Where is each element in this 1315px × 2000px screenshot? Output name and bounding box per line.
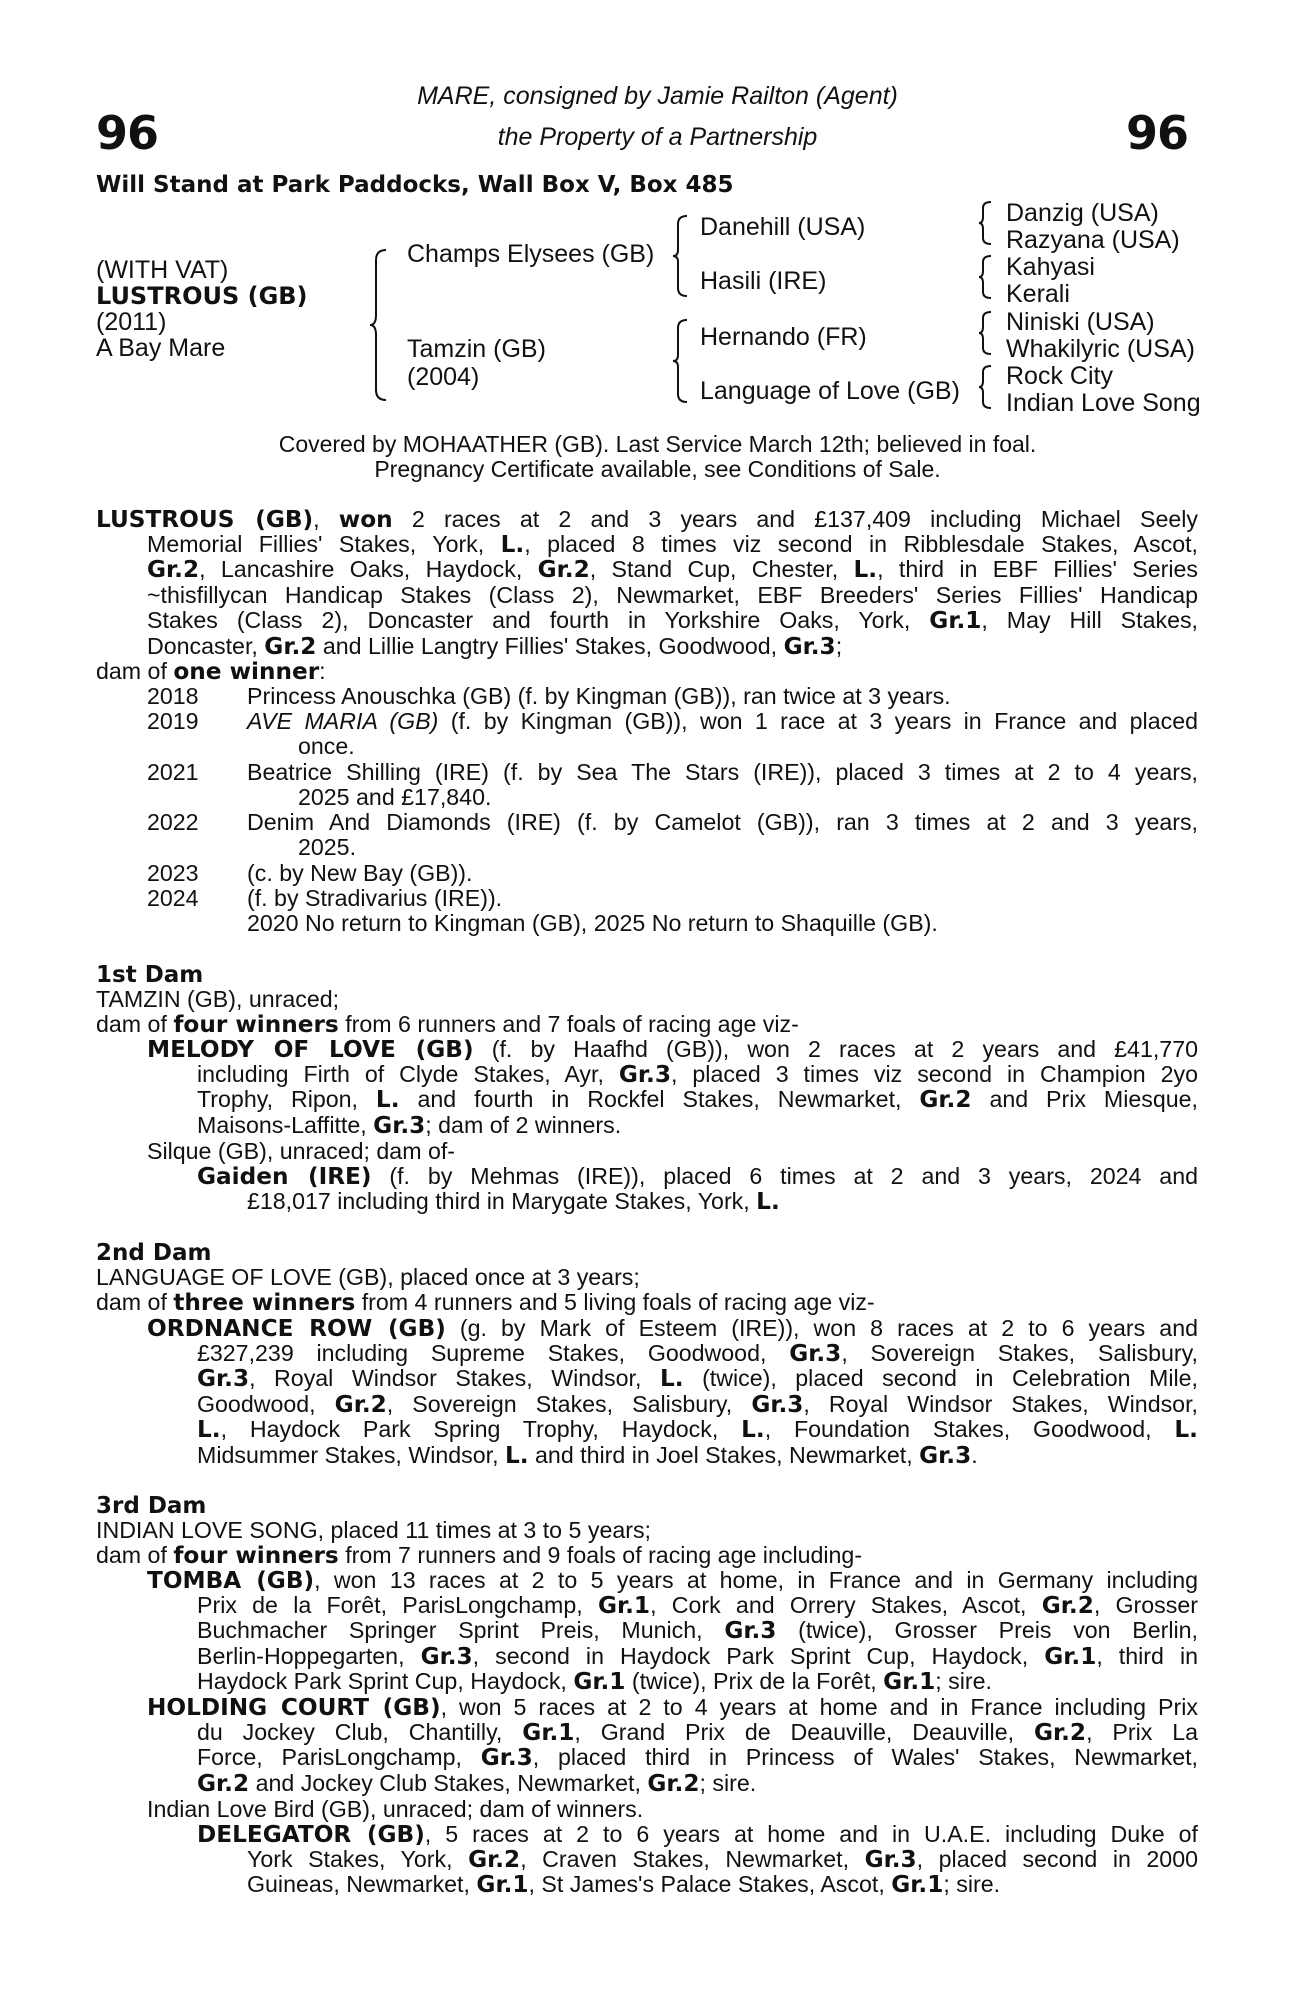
gaiden-line2: £18,017 including third in Marygate Stakes, York, L.: [247, 1188, 780, 1215]
location: Will Stand at Park Paddocks, Wall Box V, Box 485: [96, 172, 734, 198]
ordnance-body: £327,239 including Supreme Stakes, Goodwood, Gr.3, Sovereign Stakes, Salisbury, Gr.3, Royal Windsor Stakes, Windsor, L. (twice), placed second in Celebration Mile, Goodwood, Gr.2, Sovereign Stakes, Salisbury, Gr.3, Royal Windsor Stakes, Windsor, L., Haydock Park Spring Trophy, Haydock, L., Foundation Stakes, Goodwood, L. Midsummer Stakes, Windsor, L. and third in Joel Stakes, Newmarket, Gr.3.: [197, 1340, 1198, 1469]
gaiden-line1: Gaiden (IRE) (f. by Mehmas (IRE)), placed 6 times at 2 and 3 years, 2024 and: [197, 1163, 1198, 1190]
pedigree-brace-sire: [671, 214, 689, 298]
produce-year-2022: 2022: [147, 809, 199, 835]
lot-line1: MARE, consigned by Jamie Railton (Agent): [417, 82, 898, 110]
ped-gen4-5: Niniski (USA): [1006, 308, 1155, 336]
tomba-body: Prix de la Forêt, ParisLongchamp, Gr.1, Cork and Orrery Stakes, Ascot, Gr.2, Grosser Buchmacher Springer Sprint Preis, Munich, Gr.3 (twice), Grosser Preis von Berlin, Berlin-Hoppegarten, Gr.3, second in Haydock Park Sprint Cup, Haydock, Gr.1, third in Haydock Park Sprint Cup, Haydock, Gr.1 (twice), Prix de la Forêt, Gr.1; sire.: [197, 1592, 1198, 1696]
dam2-heading: 2nd Dam: [96, 1240, 212, 1266]
ped-name: LUSTROUS (GB): [96, 282, 308, 310]
lot-number-left: 96: [96, 106, 159, 160]
ped-gen4-4: Kerali: [1006, 280, 1070, 308]
pedigree-brace-g4-3: [977, 310, 993, 356]
holding-body: du Jockey Club, Chantilly, Gr.1, Grand Prix de Deauville, Deauville, Gr.2, Prix La Force, ParisLongchamp, Gr.3, placed third in Princess of Wales' Stakes, Newmarket, Gr.2 and Jockey Club Stakes, Newmarket, Gr.2; sire.: [197, 1719, 1198, 1797]
produce-cont-2021: 2025 and £17,840.: [298, 784, 492, 810]
produce-text-2022: Denim And Diamonds (IRE) (f. by Camelot (GB)), ran 3 times at 2 and 3 years,: [247, 809, 1198, 835]
ped-gen4-7: Rock City: [1006, 362, 1113, 390]
produce-text-2021: Beatrice Shilling (IRE) (f. by Sea The Stars (IRE)), placed 3 times at 2 to 4 years,: [247, 759, 1198, 785]
ped-gen3-1: Danehill (USA): [700, 213, 866, 241]
produce-text-2019: AVE MARIA (GB) (f. by Kingman (GB)), won 1 race at 3 years in France and placed: [247, 708, 1198, 734]
produce-year-2021: 2021: [147, 759, 199, 785]
dam3-heading: 3rd Dam: [96, 1493, 207, 1519]
ped-gen4-3: Kahyasi: [1006, 253, 1095, 281]
ped-gen4-8: Indian Love Song: [1006, 389, 1201, 417]
ped-gen3-4: Language of Love (GB): [700, 377, 960, 405]
tomba-line1: TOMBA (GB), won 13 races at 2 to 5 years at home, in France and in Germany including: [147, 1567, 1198, 1594]
holding-line1: HOLDING COURT (GB), won 5 races at 2 to 4 years at home and in France including Prix: [147, 1694, 1198, 1721]
ped-gen4-2: Razyana (USA): [1006, 226, 1180, 254]
produce-text-2024: (f. by Stradivarius (IRE)).: [247, 885, 503, 911]
produce-text-2018: Princess Anouschka (GB) (f. by Kingman (GB)), ran twice at 3 years.: [247, 683, 951, 709]
ped-gen4-6: Whakilyric (USA): [1006, 335, 1195, 363]
dam1-line2: dam of four winners from 6 runners and 7 foals of racing age viz-: [96, 1011, 799, 1038]
pedigree-brace-main: [368, 248, 388, 402]
dam2-line1: LANGUAGE OF LOVE (GB), placed once at 3 years;: [96, 1264, 640, 1290]
ped-gen4-1: Danzig (USA): [1006, 199, 1159, 227]
dam3-line1: INDIAN LOVE SONG, placed 11 times at 3 to 5 years;: [96, 1517, 652, 1543]
pedigree-brace-g4-1: [977, 200, 993, 246]
ped-dam-year: (2004): [407, 363, 480, 391]
produce-cont-2019: once.: [298, 733, 355, 759]
produce-year-2019: 2019: [147, 708, 199, 734]
lot-line2: the Property of a Partnership: [497, 123, 818, 151]
produce-year-2024: 2024: [147, 885, 199, 911]
pedigree-brace-g4-2: [977, 254, 993, 300]
pedigree-brace-g4-4: [977, 364, 993, 410]
ped-year: (2011): [96, 308, 167, 336]
lustrous-line1: LUSTROUS (GB), won 2 races at 2 and 3 years and £137,409 including Michael Seely: [96, 506, 1198, 533]
no-return: 2020 No return to Kingman (GB), 2025 No return to Shaquille (GB).: [247, 910, 938, 936]
ped-dam: Tamzin (GB): [407, 335, 546, 363]
dam2-line2: dam of three winners from 4 runners and 5 living foals of racing age viz-: [96, 1289, 875, 1316]
covered-line1: Covered by MOHAATHER (GB). Last Service March 12th; believed in foal.: [278, 431, 1037, 457]
produce-cont-2022: 2025.: [298, 834, 357, 860]
silque-line: Silque (GB), unraced; dam of-: [147, 1138, 456, 1164]
ped-gen3-3: Hernando (FR): [700, 323, 867, 351]
delegator-body: York Stakes, York, Gr.2, Craven Stakes, Newmarket, Gr.3, placed second in 2000 Guineas, Newmarket, Gr.1, St James's Palace Stakes, Ascot, Gr.1; sire.: [247, 1846, 1198, 1899]
produce-year-2023: 2023: [147, 860, 199, 886]
ped-sire: Champs Elysees (GB): [407, 240, 655, 268]
produce-text-2023: (c. by New Bay (GB)).: [247, 860, 473, 886]
ped-gen3-2: Hasili (IRE): [700, 267, 827, 295]
produce-year-2018: 2018: [147, 683, 199, 709]
pedigree-brace-dam: [671, 318, 689, 404]
lustrous-dam-of: dam of one winner:: [96, 658, 326, 685]
ped-desc: A Bay Mare: [96, 334, 226, 362]
delegator-line1: DELEGATOR (GB), 5 races at 2 to 6 years at home and in U.A.E. including Duke of: [197, 1821, 1198, 1848]
covered-line2: Pregnancy Certificate available, see Conditions of Sale.: [374, 456, 941, 482]
lot-number-right: 96: [1126, 106, 1189, 160]
melody-line1: MELODY OF LOVE (GB) (f. by Haafhd (GB)), won 2 races at 2 years and £41,770: [147, 1036, 1198, 1063]
lustrous-body: Memorial Fillies' Stakes, York, L., placed 8 times viz second in Ribblesdale Stakes, Ascot, Gr.2, Lancashire Oaks, Haydock, Gr.2, Stand Cup, Chester, L., third in EBF Fillies' Series ~thisfillycan Handicap Stakes (Class 2), Newmarket, EBF Breeders' Series Fillies' Handicap Stakes (Class 2), Doncaster and fourth in Yorkshire Oaks, York, Gr.1, May Hill Stakes, Doncaster, Gr.2 and Lillie Langtry Fillies' Stakes, Goodwood, Gr.3;: [147, 531, 1199, 660]
dam1-heading: 1st Dam: [96, 962, 204, 988]
dam3-line2: dam of four winners from 7 runners and 9 foals of racing age including-: [96, 1542, 863, 1569]
dam1-line1: TAMZIN (GB), unraced;: [96, 986, 340, 1012]
ped-vat: (WITH VAT): [96, 256, 229, 284]
melody-body: including Firth of Clyde Stakes, Ayr, Gr.3, placed 3 times viz second in Champion 2yo Trophy, Ripon, L. and fourth in Rockfel Stakes, Newmarket, Gr.2 and Prix Miesque, Maisons-Laffitte, Gr.3; dam of 2 winners.: [197, 1061, 1198, 1139]
lovebird-line: Indian Love Bird (GB), unraced; dam of winners.: [147, 1796, 644, 1822]
ordnance-line1: ORDNANCE ROW (GB) (g. by Mark of Esteem (IRE)), won 8 races at 2 to 6 years and: [147, 1315, 1198, 1342]
